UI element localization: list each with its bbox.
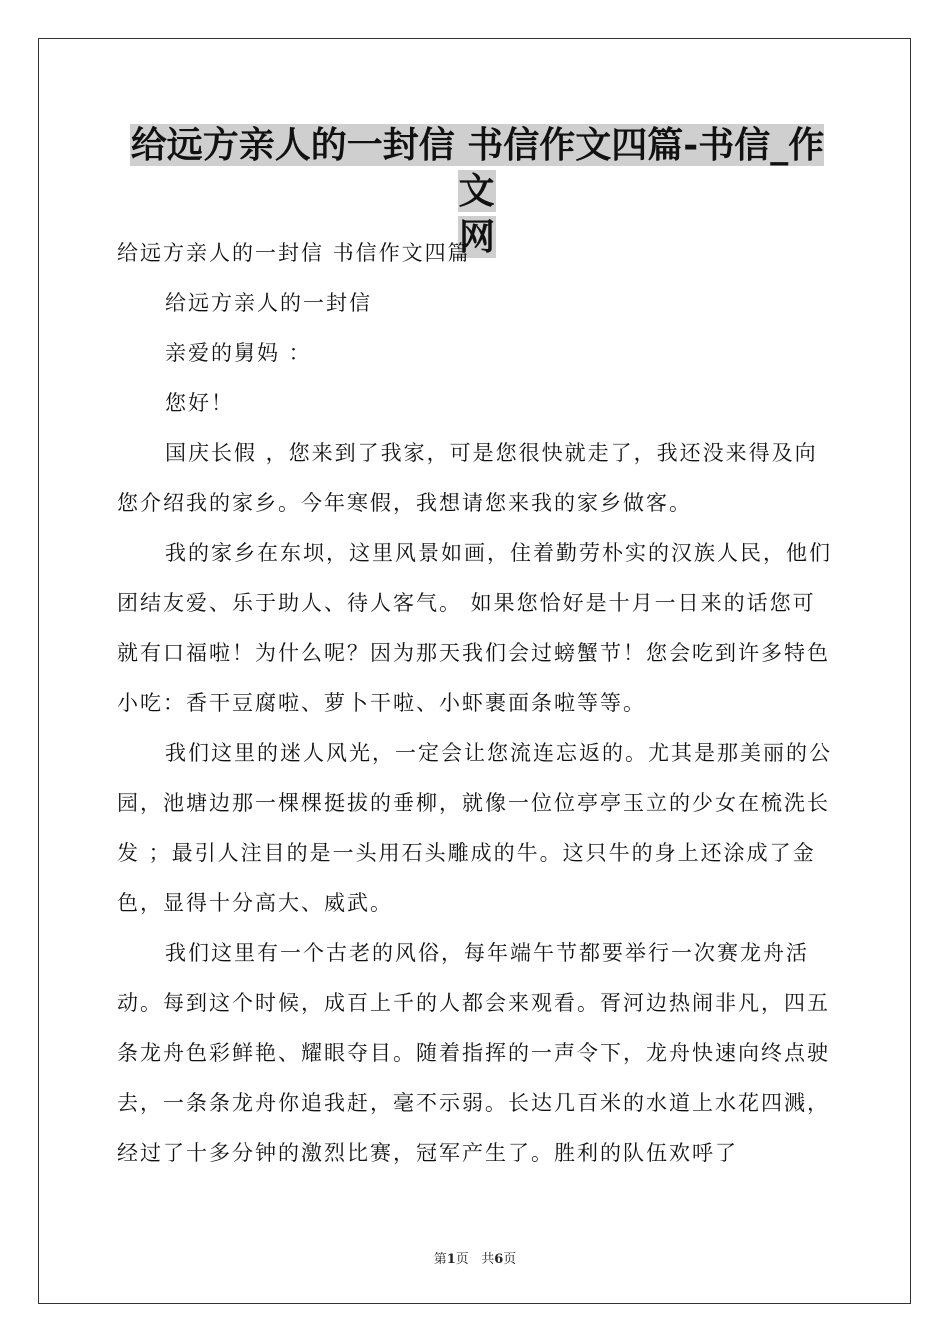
page-prefix: 第 [433,1252,447,1267]
title-line-2: 网 [458,216,495,258]
subtitle: 给远方亲人的一封信 书信作文四篇 [117,241,471,265]
page-footer [0,1248,950,1267]
title-line-1: 给远方亲人的一封信 书信作文四篇-书信_作文 [130,124,825,212]
document-body [117,228,835,1178]
salutation: 亲爱的舅妈 ： [165,341,312,365]
paragraph: 国庆长假 ，您来到了我家，可是您很快就走了，我还没来得及向您介绍我的家乡。今年寒假，我想请您来我的家乡做客。 [117,441,818,515]
page-number: 1 [446,1252,456,1267]
greeting: 您好！ [165,391,234,415]
paragraph: 我的家乡在东坝，这里风景如画，住着勤劳朴实的汉族人民，他们团结友爱、乐于助人、待人客气。 如果您恰好是十月一日来的话您可就有口福啦！为什么呢？因为那天我们会过螃蟹节！您会吃到许多特色小吃：香干豆腐啦、萝卜干啦、小虾裹面条啦等等。 [117,541,832,715]
paragraph: 我们这里的迷人风光，一定会让您流连忘返的。尤其是那美丽的公园，池塘边那一棵棵挺拔的垂柳，就像一位位亭亭玉立的少女在梳洗长发 ；最引人注目的是一头用石头雕成的牛。这只牛的身上还涂成了金色，显得十分高大、威武。 [117,741,832,915]
total-suffix: 页 [503,1252,517,1267]
letter-heading: 给远方亲人的一封信 [165,291,372,315]
paragraph: 我们这里有一个古老的风俗，每年端午节都要举行一次赛龙舟活动。每到这个时候，成百上千的人都会来观看。胥河边热闹非凡，四五条龙舟色彩鲜艳、耀眼夺目。随着指挥的一声令下，龙舟快速向终点驶去，一条条龙舟你追我赶，毫不示弱。长达几百米的水道上水花四溅，经过了十多分钟的激烈比赛，冠军产生了。胜利的队伍欢呼了 [117,941,830,1165]
total-prefix: 共 [481,1252,495,1267]
total-pages: 6 [494,1252,504,1267]
page-suffix: 页 [455,1252,469,1267]
